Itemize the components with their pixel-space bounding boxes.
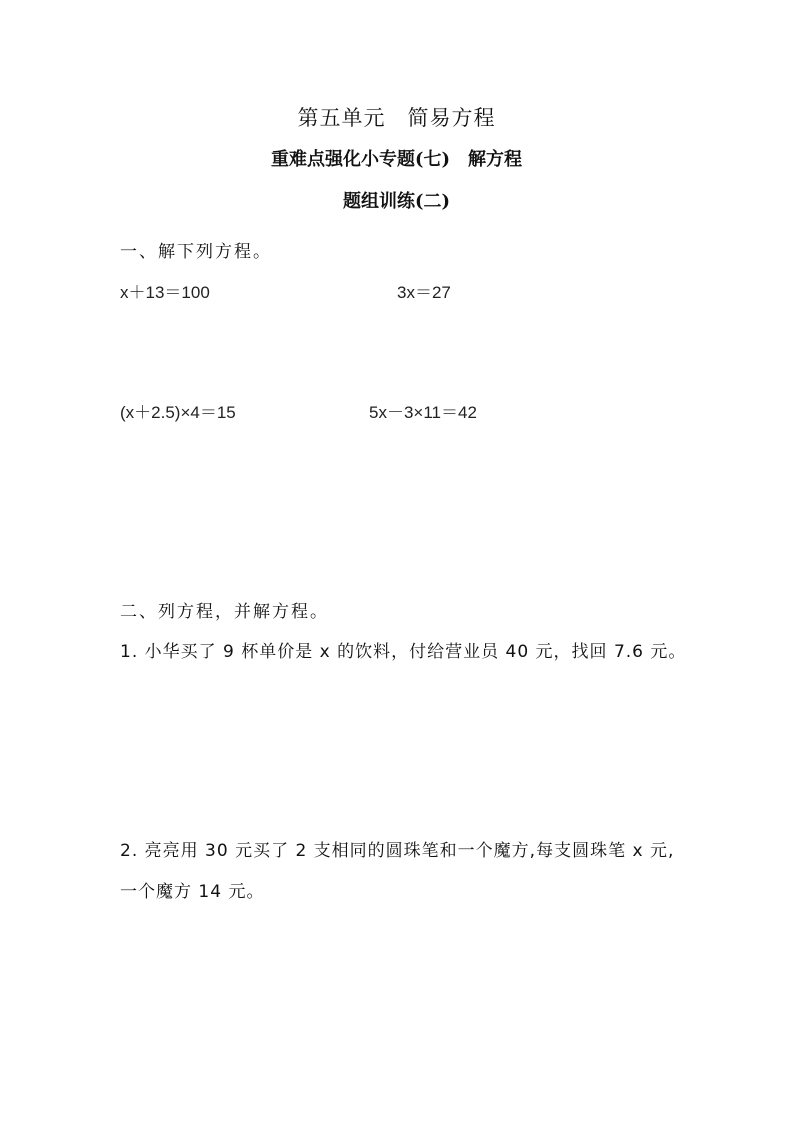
word-problem-2-line2: 一个魔方 14 元。 xyxy=(120,882,265,902)
section2-heading: 二、列方程，并解方程。 xyxy=(120,602,329,622)
equation-1: x＋13＝100 xyxy=(120,283,210,302)
equation-2: 3x＝27 xyxy=(397,283,451,302)
group-title: 题组训练(二) xyxy=(342,191,451,212)
section1-heading: 一、解下列方程。 xyxy=(120,242,272,262)
unit-title: 第五单元 简易方程 xyxy=(297,106,496,130)
word-problem-2-line1: 2. 亮亮用 30 元买了 2 支相同的圆珠笔和一个魔方,每支圆珠笔 x 元, xyxy=(120,841,675,861)
word-problem-1: 1. 小华买了 9 杯单价是 x 的饮料，付给营业员 40 元，找回 7.6 元。 xyxy=(120,642,687,662)
equation-3: (x＋2.5)×4＝15 xyxy=(120,403,236,422)
equation-4: 5x－3×11＝42 xyxy=(369,403,477,422)
topic-subtitle: 重难点强化小专题(七) 解方程 xyxy=(270,149,523,170)
